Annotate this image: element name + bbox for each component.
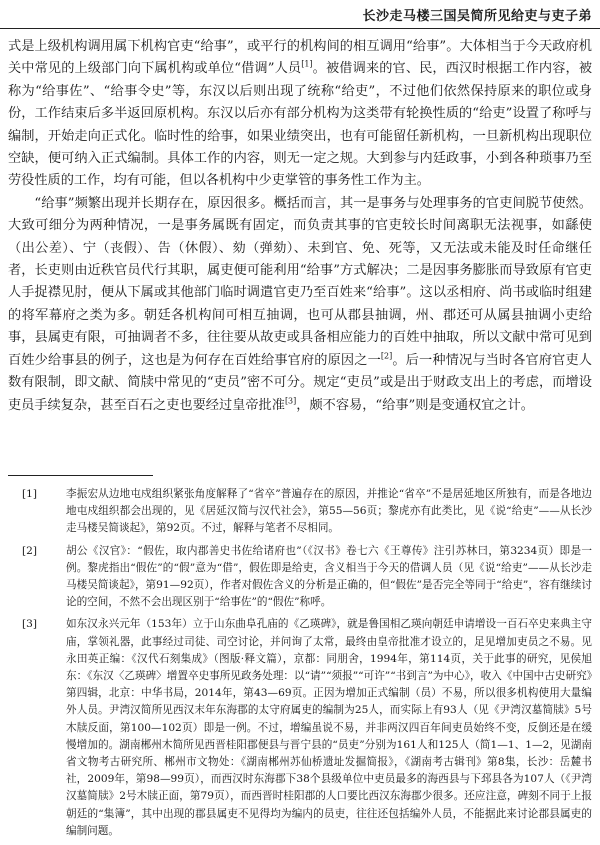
running-header-title: 长沙走马楼三国吴简所见给吏与吏子弟 (362, 9, 592, 24)
footnote-ref[interactable]: [1] (301, 60, 313, 70)
footnotes (8, 486, 592, 845)
footnote-ref[interactable]: [2] (380, 351, 393, 361)
footnote-divider (8, 475, 153, 476)
body-paragraph (8, 36, 592, 193)
footnote-ref[interactable]: [3] (284, 396, 297, 406)
footnote-number: [3] (22, 618, 38, 631)
running-header (0, 0, 600, 29)
footnote-number: [1] (22, 488, 38, 500)
footnote (8, 543, 592, 612)
footnote-number: [2] (22, 544, 38, 557)
paragraph-text: 式是上级机构调用属下机构官吏“给事”，或平行的机构间的相互调用“给事”。大体相当于今天政府机关中常见的上级部门向下属机构或单位“借调”人员 (8, 39, 592, 77)
footnote (8, 616, 592, 840)
paragraph-text: 。后一种情况与当时各官府官吏人数有限制，即文献、简牍中常见的“吏员”密不可分。规定“吏员”或是出于财政支出上的考虑，而增设吏员手续复杂，甚至百石之吏也要经过皇帝批准 (8, 352, 592, 413)
footnote-text: 胡公《汉官》：“假佐，取内郡善史书佐给诸府也”（《汉书》卷七六《王尊传》注引苏林曰，第3234页）即是一例。黎虎指出“假佐”的“假”意为“借”，假佐即是给吏，含义相当于今天的借调人员（见《说“给吏”——从长沙走马楼吴简谈起》，第91—92页），作者对假佐含义的分析是正确的，但“假佐”是否完全等同于“给吏”，容有继续讨论的空间，不然不会出现区别于“给事佐”的“假佐”称呼。 (66, 544, 592, 609)
body-text (8, 36, 592, 417)
paragraph-text: “给事”频繁出现并长期存在，原因很多。概括而言，其一是事务与处理事务的官吏间脱节使然。大致可细分为两种情况，一是事务属既有固定，而负责其事的官吏较长时间离职无法视事，如繇使（出公差）、宁（丧假）、告（休假）、劾（弹劾）、未到官、免、死等，又无法或未能及时任命继任者，长吏则由近秩官员代行其职，属吏便可能利用“给事”方式解决；二是因事务膨胀而导致原有官吏人手捉襟见肘，便从下属或其他部门临时调遣官吏乃至百姓来“给事”。这以丞相府、尚书或临时组建的将军幕府之类为多。朝廷各机构间可相互抽调，也可从郡县抽调，州、郡还可从属县抽调小吏给事，县属吏有限，可抽调者不多，往往要从故吏或具备相应能力的百姓中抽取，所以文献中常可见到百姓少给事县的例子，这也是为何存在百姓给事官府的原因之一 (8, 195, 592, 368)
footnote-text: 如东汉永兴元年（153年）立于山东曲阜孔庙的《乙瑛碑》，就是鲁国相乙瑛向朝廷申请增设一百石卒史来典主守庙，掌领礼器，此事经过司徒、司空讨论，并问询了太常，最终由皇帝批准才设立的，足见增加吏员之不易。见永田英正编：《汉代石刻集成》（图版·释文篇），京都：同朋舍，1994年，第114页，关于此事的研究，见侯旭东：《东汉〈乙瑛碑〉增置卒史事所见政务处理：以“请”“须报”“可许”“书到言”为中心》，收入《中国中古史研究》第四辑，北京：中华书局，2014年，第43—69页。正因为增加正式编制（员）不易，所以很多机构使用大量编外人员。尹湾汉简所见西汉末年东海郡的太守府属吏的编制为25人，而实际上有93人（见《尹湾汉墓简牍》5号木牍反面，第100—102页）即是一例。不过，增编虽说不易，并非两汉四百年间吏员始终不变，反倒还是在缓慢增加的。湖南郴州木简所见西晋桂阳郡便县与晋宁县的“员吏”分别为161人和125人（简1—1、1—2，见湖南省文物考古研究所、郴州市文物处：《湖南郴州苏仙桥遗址发掘简报》，《湖南考古辑刊》第8集，长沙：岳麓书社，2009年，第98—99页），而西汉时东海郡下38个县级单位中吏员最多的海西县与下邳县各为107人（《尹湾汉墓简牍》2号木牍正面，第79页），而西晋时桂阳郡的人口要比西汉东海郡少很多。还应注意，碑刻不同于上报朝廷的“集簿”，其中出现的郡县属吏不见得均为编内的员吏，往往还包括编外人员，不能据此来讨论郡县属吏的编制问题。 (66, 618, 592, 837)
paragraph-text: 。被借调来的官、民，西汉时根据工作内容，被称为“给事佐”、“给事令史”等，东汉以后则出现了统称“给吏”，不过他们依然保持原来的职位或身份，工作结束后多半返回原机构。东汉以后亦有部分机构为这类带有轮换性质的“给吏”设置了称呼与编制，开始走向正式化。临时性的给事，如果业绩突出，也有可能留任新机构，一旦新机构出现职位空缺，便可纳入正式编制。具体工作的内容，则无一定之规。大到参与内廷政事，小到各种琐事乃至劳役性质的工作，均有可能，但以各机构中少吏掌管的事务性工作为主。 (8, 61, 593, 189)
footnote (8, 486, 592, 538)
body-paragraph (8, 193, 592, 417)
footnote-text: 李振宏从边地屯戍组织紧张角度解释了“省卒”普遍存在的原因，并推论“省卒”不是居延地区所独有，而是各地边地屯戍组织都会出现的，见《居延汉简与汉代社会》，第55—56页；黎虎亦有此类比，见《说“给吏”——从长沙走马楼吴简谈起》，第92页。不过，解释与笔者不尽相同。 (66, 488, 592, 535)
paragraph-text: ，颇不容易，“给事”则是变通权宜之计。 (296, 397, 534, 413)
